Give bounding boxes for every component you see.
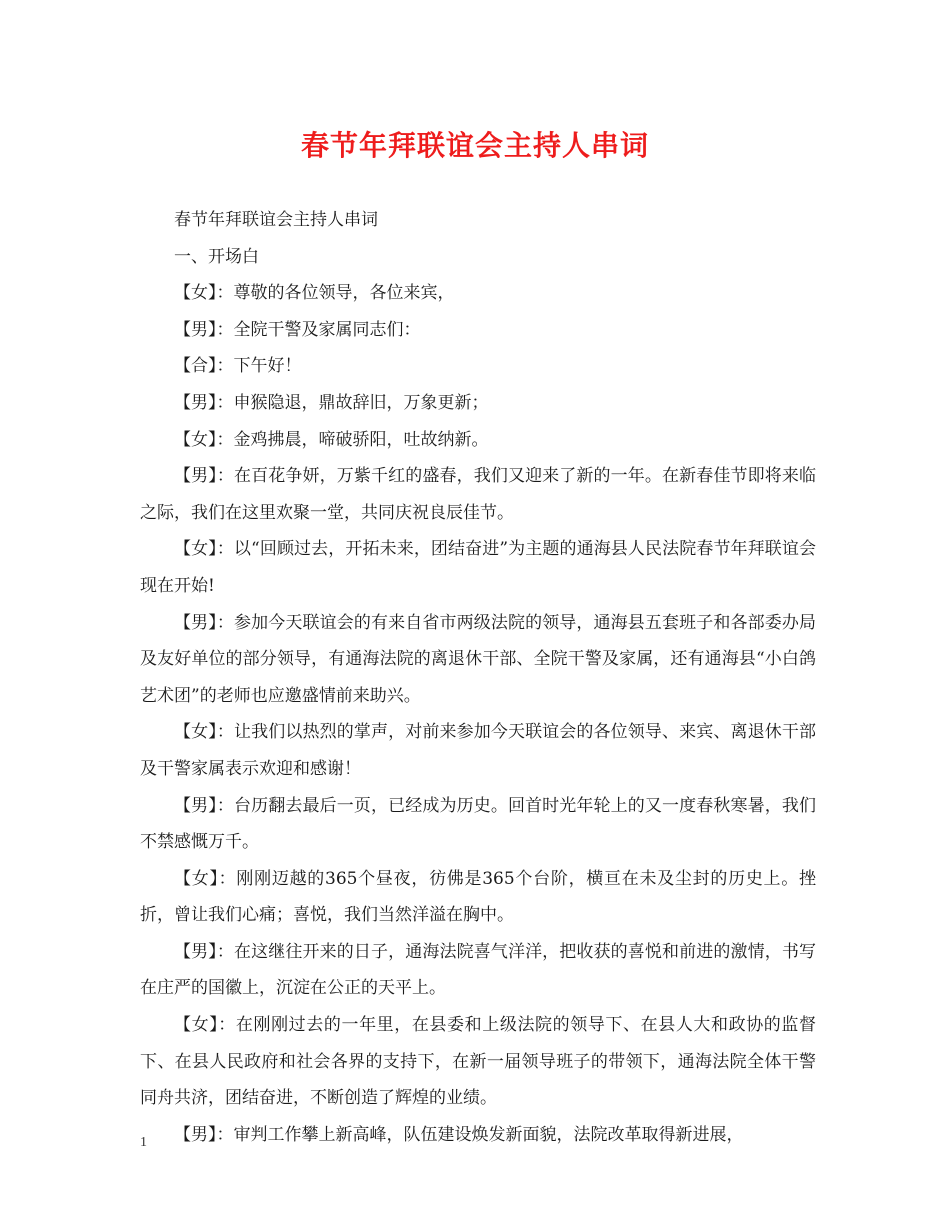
paragraph	[140, 605, 816, 715]
speaker-label: 【男】	[174, 795, 217, 816]
paragraph	[140, 348, 816, 385]
paragraph	[140, 202, 816, 239]
speaker-label: 【女】	[174, 283, 217, 304]
paragraph-text: ：金鸡拂晨，啼破骄阳，吐故纳新。	[216, 429, 489, 450]
paragraph-text: ：在刚刚过去的一年里，在县委和上级法院的领导下、在县人大和政协的监督下、在县人民政府和社会各界的支持下，在新一届领导班子的带领下，通海法院全体干警同舟共济，团结奋进，不断创造了辉煌的业绩。	[140, 1015, 817, 1109]
paragraph-text: ：台历翻去最后一页，已经成为历史。回首时光年轮上的又一度春秋寒暑，我们不禁感慨万千。	[140, 795, 817, 853]
speaker-label: 【男】	[174, 319, 217, 340]
paragraph	[140, 275, 816, 312]
paragraph-text: 一、开场白	[174, 246, 259, 267]
document-body	[140, 202, 816, 1153]
speaker-label: 【女】	[174, 722, 217, 743]
paragraph-text: ：参加今天联谊会的有来自省市两级法院的领导，通海县五套班子和各部委办局及友好单位的部分领导，有通海法院的离退休干部、全院干警及家属，还有通海县“小白鸽艺术团”的老师也应邀盛情前来助兴。	[140, 612, 817, 706]
paragraph	[140, 934, 816, 1007]
paragraph-text: 春节年拜联谊会主持人串词	[174, 210, 378, 230]
paragraph-text: ：以“回顾过去，开拓未来，团结奋进”为主题的通海县人民法院春节年拜联谊会现在开始!	[140, 539, 816, 596]
paragraph-text: ：审判工作攀上新高峰，队伍建设焕发新面貌，法院改革取得新进展，	[216, 1124, 744, 1145]
page-number: 1	[140, 1135, 147, 1150]
speaker-label: 【女】	[174, 868, 219, 889]
paragraph	[140, 714, 816, 787]
speaker-label: 【男】	[174, 392, 217, 413]
paragraph	[140, 788, 816, 861]
paragraph	[140, 1007, 816, 1117]
paragraph	[140, 531, 816, 604]
paragraph	[140, 1117, 816, 1154]
paragraph	[140, 385, 816, 422]
paragraph-text: ：尊敬的各位领导，各位来宾，	[216, 283, 455, 304]
speaker-label: 【合】	[174, 356, 217, 377]
paragraph-text: ：下午好！	[216, 356, 302, 377]
paragraph-text: ：刚刚迈越的365个昼夜，彷佛是365个台阶，横亘在未及尘封的历史上。挫折，曾让我们心痛；喜悦，我们当然洋溢在胸中。	[140, 868, 816, 926]
paragraph	[140, 312, 816, 349]
paragraph-text: ：申猴隐退，鼎故辞旧，万象更新；	[216, 392, 489, 413]
speaker-label: 【女】	[174, 539, 217, 560]
paragraph	[140, 458, 816, 531]
speaker-label: 【男】	[174, 941, 217, 962]
paragraph-text: ：让我们以热烈的掌声，对前来参加今天联谊会的各位领导、来宾、离退休干部及干警家属表示欢迎和感谢！	[140, 722, 817, 779]
paragraph	[140, 422, 816, 459]
speaker-label: 【男】	[174, 466, 217, 487]
speaker-label: 【女】	[174, 1015, 219, 1036]
speaker-label: 【女】	[174, 429, 217, 450]
document-title: 春节年拜联谊会主持人串词	[300, 129, 649, 162]
paragraph	[140, 239, 816, 276]
paragraph-text: ：全院干警及家属同志们：	[216, 319, 421, 340]
paragraph-text: ：在百花争妍，万紫千红的盛春，我们又迎来了新的一年。在新春佳节即将来临之际，我们在这里欢聚一堂，共同庆祝良辰佳节。	[140, 466, 817, 523]
speaker-label: 【男】	[174, 1124, 217, 1145]
paragraph	[140, 861, 816, 934]
speaker-label: 【男】	[174, 612, 217, 633]
paragraph-text: ：在这继往开来的日子，通海法院喜气洋洋，把收获的喜悦和前进的激情，书写在庄严的国徽上，沉淀在公正的天平上。	[140, 941, 817, 999]
